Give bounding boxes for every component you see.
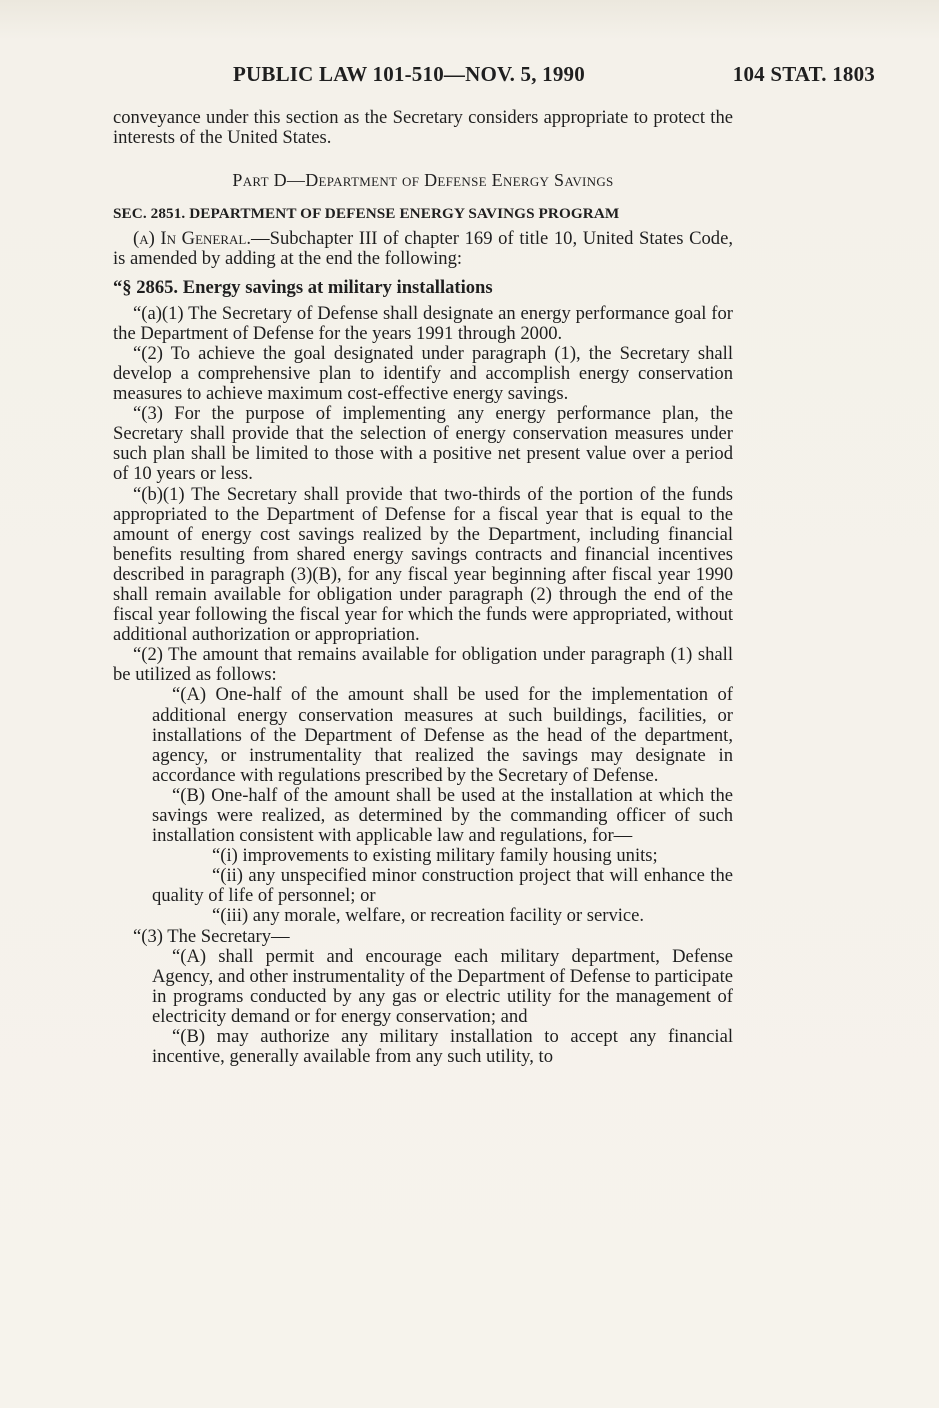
running-head-title: PUBLIC LAW 101-510—NOV. 5, 1990: [233, 62, 585, 86]
subparagraph-b3-B: “(B) may authorize any military installation to accept any financial incentive, generally available from any such utility, to: [152, 1026, 733, 1068]
paragraph-a1: “(a)(1) The Secretary of Defense shall designate an energy performance goal for the Department of Defense for the years 1991 through 2000.: [113, 302, 733, 344]
clause-i: “(i) improvements to existing military family housing units;: [212, 845, 658, 867]
inserted-section-heading: “§ 2865. Energy savings at military installations: [113, 276, 493, 298]
clause-iii: “(iii) any morale, welfare, or recreation facility or service.: [212, 905, 645, 927]
subparagraph-b2-B: “(B) One-half of the amount shall be used at the installation at which the savings were realized, as determined by the commanding officer of such installation consistent with applicable law and regulations, for—: [152, 784, 733, 847]
paragraph-a2: “(2) To achieve the goal designated under paragraph (1), the Secretary shall develop a comprehensive plan to identify and accomplish energy conservation measures to achieve maximum cost-effective energy savings.: [113, 342, 733, 405]
statute-page-number: 104 STAT. 1803: [732, 62, 875, 86]
subparagraph-b3-A: “(A) shall permit and encourage each military department, Defense Agency, and other instrumentality of the Department of Defense to participate in programs conducted by any gas or electric utility for the management of electricity demand or for energy conservation; and: [152, 945, 733, 1027]
subparagraph-b2-A: “(A) One-half of the amount shall be used for the implementation of additional energy conservation measures at such buildings, facilities, or installations of the Department of Defense as the head of the department, agency, or instrumentality that realized the savings may designate in accordance with regulations prescribed by the Secretary of Defense.: [152, 684, 733, 786]
part-heading: Part D—Department of Defense Energy Savings: [232, 170, 614, 191]
paragraph-b1: “(b)(1) The Secretary shall provide that two-thirds of the portion of the funds appropriated to the Department of Defense for a fiscal year that is equal to the amount of energy cost savings realized by the Department, including financial benefits resulting from shared energy savings contracts and financial incentives described in paragraph (3)(B), for any fiscal year beginning after fiscal year 1990 shall remain available for obligation under paragraph (2) through the end of the fiscal year following the fiscal year for which the funds were appropriated, without additional authorization or appropriation.: [113, 483, 733, 646]
clause-ii: “(ii) any unspecified minor construction project that will enhance the quality of life of personnel; or: [152, 865, 733, 907]
paragraph-a3: “(3) For the purpose of implementing any energy performance plan, the Secretary shall provide that the selection of energy conservation measures under such plan shall be limited to those with a positive net present value over a period of 10 years or less.: [113, 403, 733, 485]
subsection-a-label: (a) In General.: [133, 228, 252, 250]
paragraph-b3: “(3) The Secretary—: [133, 925, 290, 947]
paragraph-b2: “(2) The amount that remains available for obligation under paragraph (1) shall be utilized as follows:: [113, 644, 733, 686]
subsection-a-text: —Subchapter III of chapter 169 of title 10, United States Code, is amended by adding at the end the following:: [113, 228, 734, 270]
document-body: [113, 108, 733, 1067]
section-heading: SEC. 2851. DEPARTMENT OF DEFENSE ENERGY SAVINGS PROGRAM: [113, 205, 620, 223]
continuation-paragraph: conveyance under this section as the Secretary considers appropriate to protect the interests of the United States.: [113, 107, 733, 149]
subsection-a: [113, 229, 733, 269]
